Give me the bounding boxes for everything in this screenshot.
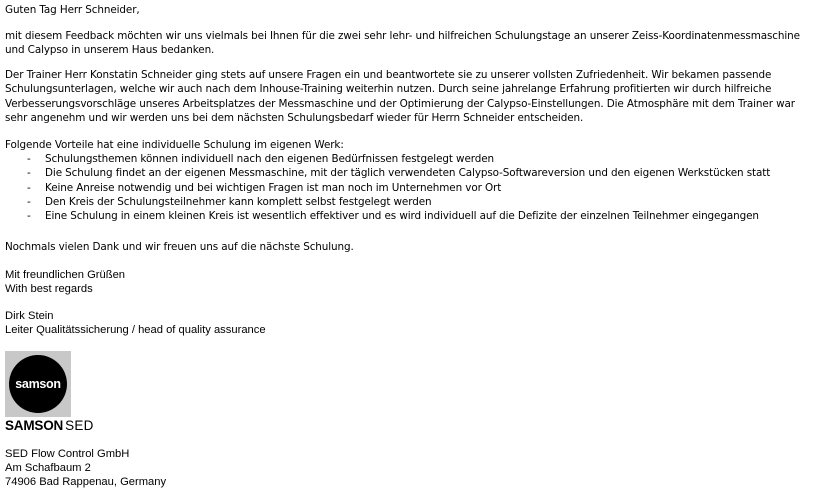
company-name: SED Flow Control GmbH	[5, 448, 130, 460]
benefits-intro: Folgende Vorteile hat eine individuelle Schulung im eigenen Werk:	[5, 139, 344, 151]
company-city: 74906 Bad Rappenau, Germany	[5, 476, 167, 488]
list-item	[5, 166, 770, 180]
benefits-list	[5, 152, 770, 223]
bullet-dash: -	[27, 167, 31, 180]
logo-suffix: SED	[65, 418, 94, 433]
paragraph-trainer-feedback: Der Trainer Herr Konstatin Schneider ging stets auf unsere Fragen ein und beantwortete sie zu unserer vollsten Zufriedenheit. Wir bekamen passende Schulungsunterlagen, welche wir auch nach dem Inhouse-Training weiterhin nutzen. Durch seine jahrelange Erfahrung profitierten wir durch hilfreiche Verbesserungsvorschläge unseres Arbeitsplatzes der Messmaschine und der Optimierung der Calypso-Einstellungen. Die Atmosphäre mit dem Trainer war sehr angenehm und wir werden uns bei dem nächsten Schulungsbedarf wieder für Herrn Schneider entscheiden.	[5, 69, 795, 124]
paragraph-thanks-training: mit diesem Feedback möchten wir uns vielmals bei Ihnen für die zwei sehr lehr- und hilfreichen Schulungstage an unserer Zeiss-Koordinatenmessmaschine und Calypso in unserem Haus bedanken.	[5, 30, 800, 57]
signer-title: Leiter Qualitätssicherung / head of quality assurance	[5, 324, 266, 336]
company-street: Am Schafbaum 2	[5, 462, 91, 474]
closing-english: With best regards	[5, 283, 93, 295]
signer-name: Dirk Stein	[5, 310, 54, 322]
closing-german: Mit freundlichen Grüßen	[5, 269, 126, 281]
list-item-text: Eine Schulung in einem kleinen Kreis ist wesentlich effektiver und es wird individuell auf die Defizite der einzelnen Teilnehmer eingegangen	[45, 210, 759, 223]
list-item	[5, 152, 770, 166]
list-item	[5, 209, 770, 223]
logo-circle-text: samson	[15, 377, 61, 391]
logo-brand: SAMSON	[5, 418, 64, 433]
list-item	[5, 181, 770, 195]
greeting: Guten Tag Herr Schneider,	[5, 4, 140, 16]
list-item	[5, 195, 770, 209]
bullet-dash: -	[27, 195, 31, 208]
closing-thanks: Nochmals vielen Dank und wir freuen uns auf die nächste Schulung.	[5, 241, 354, 253]
bullet-dash: -	[27, 181, 31, 194]
bullet-dash: -	[27, 153, 31, 165]
bullet-dash: -	[27, 210, 31, 223]
samson-logo-icon	[5, 351, 71, 417]
list-item-text: Den Kreis der Schulungsteilnehmer kann komplett selbst festgelegt werden	[45, 195, 432, 208]
list-item-text: Schulungsthemen können individuell nach den eigenen Bedürfnissen festgelegt werden	[45, 153, 495, 165]
logo-wordmark	[5, 418, 94, 434]
list-item-text: Die Schulung findet an der eigenen Messmaschine, mit der täglich verwendeten Calypso-Softwareversion und den eigenen Werkstücken statt	[45, 167, 771, 180]
logo-circle	[9, 355, 67, 413]
list-item-text: Keine Anreise notwendig und bei wichtigen Fragen ist man noch im Unternehmen vor Ort	[45, 181, 502, 194]
